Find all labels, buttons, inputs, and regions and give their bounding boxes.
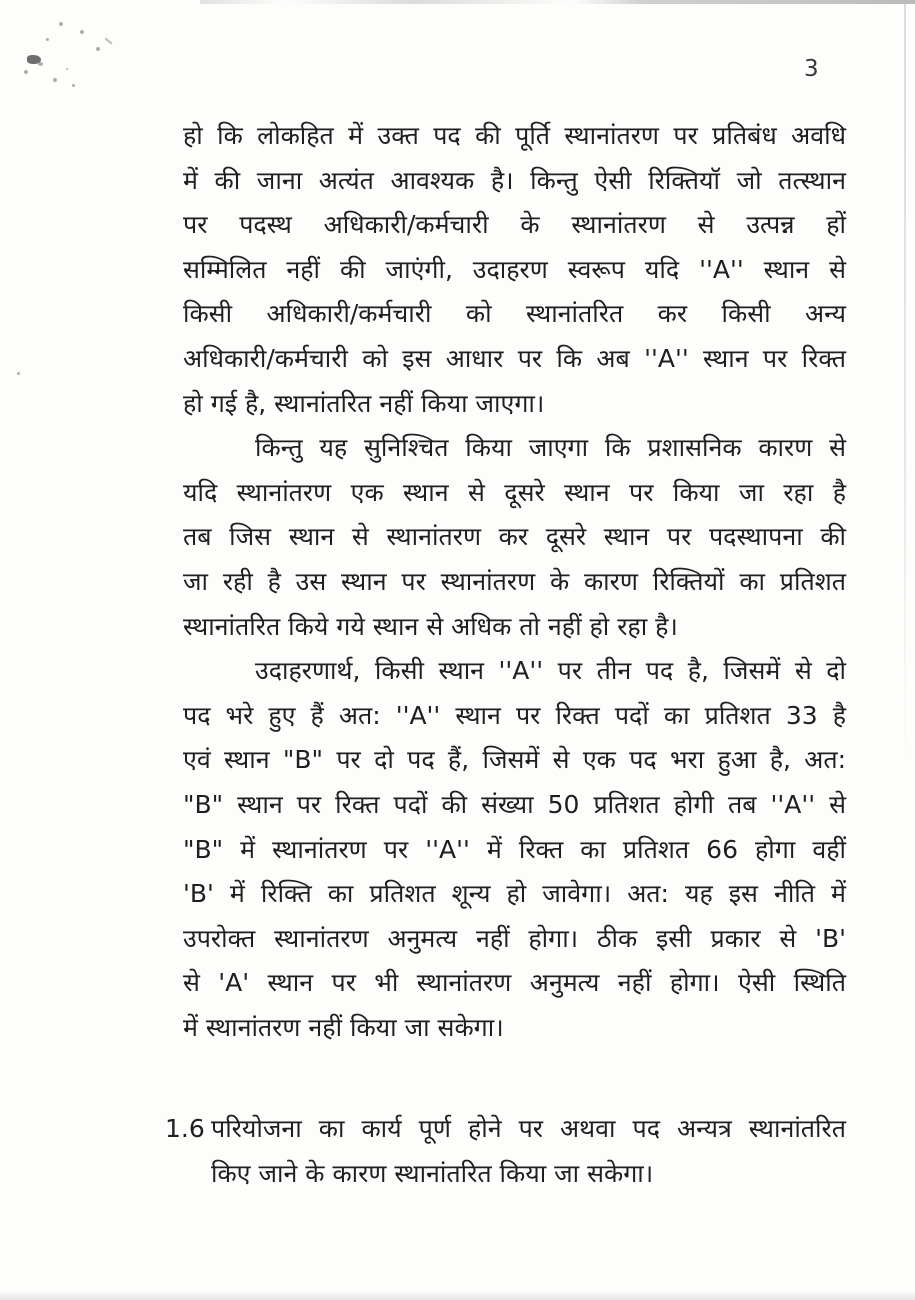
text-line: तब जिस स्थान से स्थानांतरण कर दूसरे स्थान पर पदस्थापना की: [183, 522, 846, 552]
speckle-dot: [66, 68, 68, 70]
text-line: यदि स्थानांतरण एक स्थान से दूसरे स्थान पर किया जा रहा है: [183, 477, 846, 507]
text-line: सम्मिलित नहीं की जाएंगी, उदाहरण स्वरूप यदि ''A'' स्थान से: [183, 254, 846, 284]
speckle-dot: [46, 38, 49, 41]
speckle-dot: [59, 22, 63, 26]
paragraph: [183, 114, 846, 426]
speckle-dot: [24, 70, 28, 74]
text-line: में की जाना अत्यंत आवश्यक है। किन्तु ऐसी रिक्तियॉ जो तत्स्थान: [183, 165, 846, 195]
text-line: पर पदस्थ अधिकारी/कर्मचारी के स्थानांतरण से उत्पन्न हों: [183, 210, 846, 240]
text-line: किसी अधिकारी/कर्मचारी को स्थानांतरित कर किसी अन्य: [183, 299, 846, 329]
speckle-mark: [104, 37, 112, 44]
text-line: उपरोक्त स्थानांतरण अनुमत्य नहीं होगा। ठीक इसी प्रकार से 'B': [183, 923, 846, 953]
speckle-dot: [96, 47, 100, 51]
speckle-dot: [38, 62, 43, 66]
text-line: "B" स्थान पर रिक्त पदों की संख्या 50 प्रतिशत होगी तब ''A'' से: [183, 789, 846, 819]
text-line: "B" में स्थानांतरण पर ''A'' में रिक्त का प्रतिशत 66 होगा वहीं: [183, 834, 846, 864]
text-line: स्थानांतरित किये गये स्थान से अधिक तो नहीं हो रहा है।: [183, 611, 678, 641]
text-line: किए जाने के कारण स्थानांतरित किया जा सकेगा।: [211, 1159, 654, 1188]
body-text: [183, 114, 846, 1050]
speckle-dot: [17, 372, 20, 375]
item-number: 1.6: [165, 1114, 205, 1143]
paragraph: [183, 649, 846, 1050]
item-text: [211, 1106, 846, 1196]
text-line: 'B' में रिक्ति का प्रतिशत शून्य हो जावेगा। अत: यह इस नीति में: [183, 879, 846, 909]
paragraph: [183, 426, 846, 649]
scan-edge-top: [200, 0, 915, 4]
text-line: हो कि लोकहित में उक्त पद की पूर्ति स्थानांतरण पर प्रतिबंध अवधि: [183, 121, 846, 150]
page-number: 3: [804, 56, 820, 82]
text-line: हो गई है, स्थानांतरित नहीं किया जाएगा।: [183, 388, 545, 418]
scan-edge-bottom: [0, 1290, 915, 1300]
text-line: एवं स्थान "B" पर दो पद हैं, जिसमें से एक पद भरा हुआ है, अत:: [183, 745, 846, 775]
text-line: पद भरे हुए हैं अत: ''A'' स्थान पर रिक्त पदों का प्रतिशत 33 है: [183, 700, 846, 730]
text-line: में स्थानांतरण नहीं किया जा सकेगा।: [183, 1012, 504, 1042]
speckle-dot: [53, 78, 57, 82]
text-line: से 'A' स्थान पर भी स्थानांतरण अनुमत्य नहीं होगा। ऐसी स्थिति: [183, 968, 846, 998]
speckle-dot: [80, 30, 84, 34]
scan-edge-right: [904, 4, 906, 764]
text-line: जा रही है उस स्थान पर स्थानांतरण के कारण रिक्तियों का प्रतिशत: [183, 566, 846, 596]
text-line: परियोजना का कार्य पूर्ण होने पर अथवा पद अन्यत्र स्थानांतरित: [211, 1114, 846, 1143]
speckle-dot: [72, 84, 75, 87]
text-line: उदाहरणार्थ, किसी स्थान ''A'' पर तीन पद है, जिसमें से दो: [255, 656, 846, 686]
text-line: अधिकारी/कर्मचारी को इस आधार पर कि अब ''A'' स्थान पर रिक्त: [183, 343, 846, 373]
numbered-item-1-6: [165, 1106, 846, 1196]
text-line: किन्तु यह सुनिश्चित किया जाएगा कि प्रशासनिक कारण से: [255, 433, 846, 463]
